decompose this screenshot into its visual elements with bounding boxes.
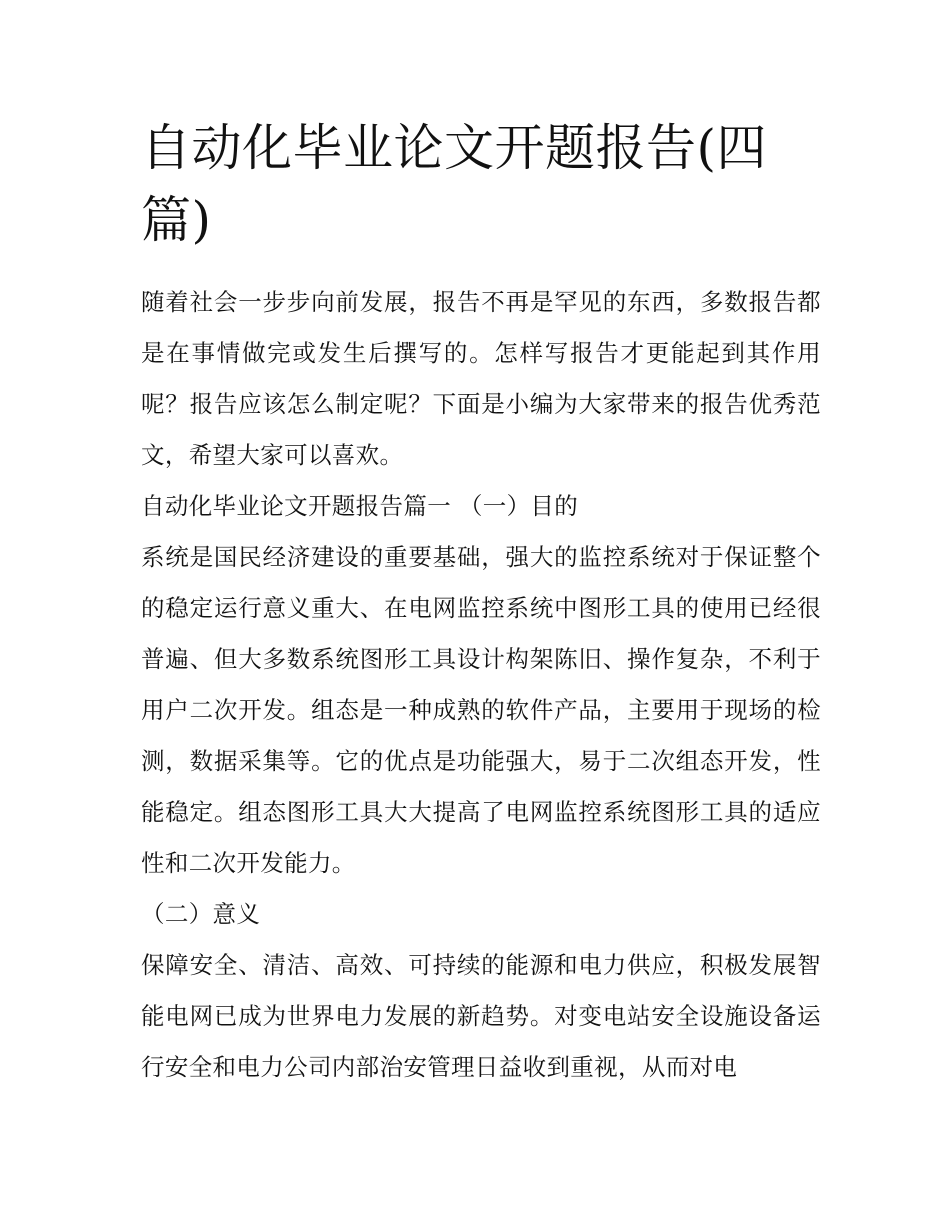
section-heading-significance: （二）意义 [141,900,261,928]
significance-paragraph: 保障安全、清洁、高效、可持续的能源和电力供应，积极发展智能电网已成为世界电力发展的新趋势。对变电站安全设施设备运行安全和电力公司内部治安管理日益收到重视，从而对电 [141,951,821,1081]
document-body [141,277,821,1093]
section-heading-purpose: 自动化毕业论文开题报告篇一 （一）目的 [141,492,579,520]
intro-paragraph: 随着社会一步步向前发展，报告不再是罕见的东西，多数报告都是在事情做完或发生后撰写的。怎样写报告才更能起到其作用呢？报告应该怎么制定呢？下面是小编为大家带来的报告优秀范文，希望大家可以喜欢。 [141,288,821,469]
purpose-paragraph: 系统是国民经济建设的重要基础，强大的监控系统对于保证整个的稳定运行意义重大、在电网监控系统中图形工具的使用已经很普遍、但大多数系统图形工具设计构架陈旧、操作复杂，不利于用户二次开发。组态是一种成熟的软件产品，主要用于现场的检测，数据采集等。它的优点是功能强大，易于二次组态开发，性能稳定。组态图形工具大大提高了电网监控系统图形工具的适应性和二次开发能力。 [141,543,821,877]
document-title: 自动化毕业论文开题报告(四篇) [141,119,768,249]
